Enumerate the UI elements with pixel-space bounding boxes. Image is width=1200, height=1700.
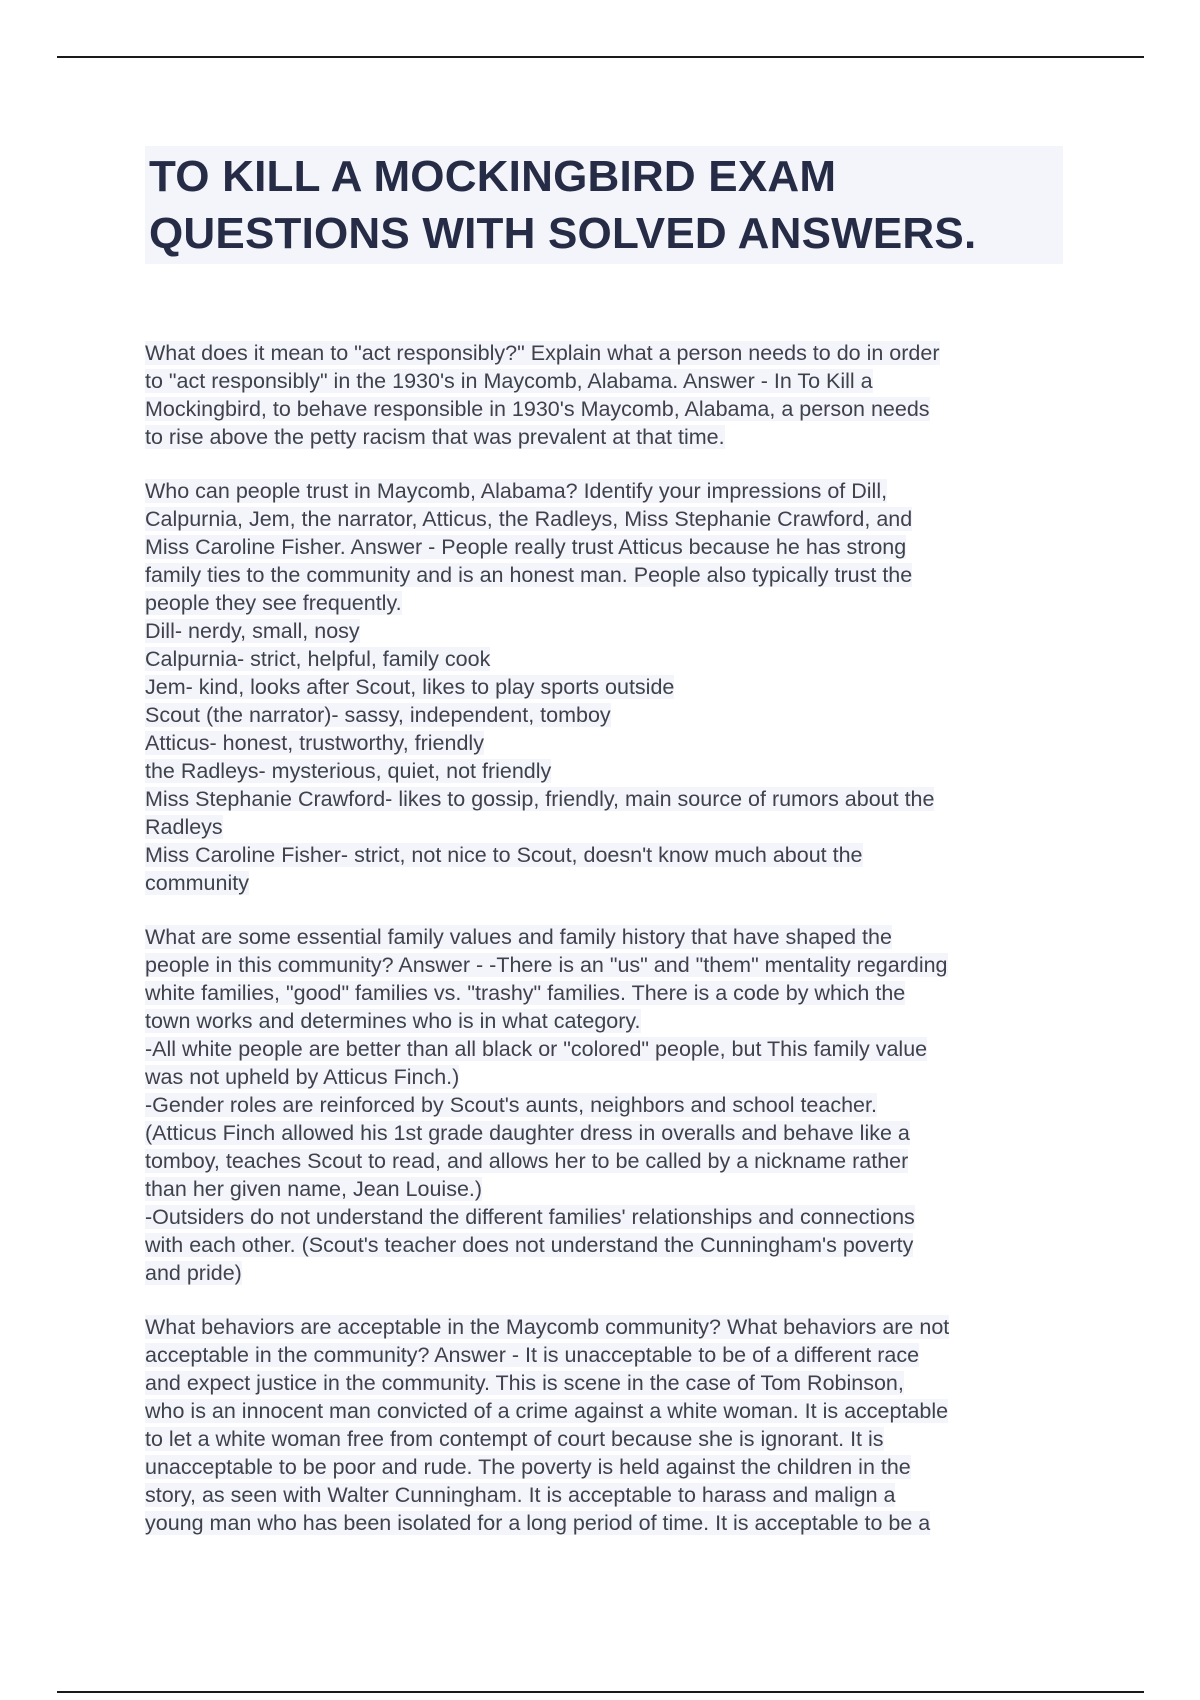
- text-line: [145, 1175, 1065, 1203]
- text-line-content: Atticus- honest, trustworthy, friendly: [145, 731, 484, 755]
- text-line: [145, 1397, 1065, 1425]
- bottom-rule: [57, 1691, 1144, 1693]
- text-line: [145, 979, 1065, 1007]
- text-line-content: Miss Caroline Fisher. Answer - People really trust Atticus because he has strong: [145, 535, 907, 559]
- text-line-content: with each other. (Scout's teacher does not understand the Cunningham's poverty: [145, 1233, 914, 1257]
- title-line: TO KILL A MOCKINGBIRD EXAM: [149, 152, 837, 201]
- text-line-content: What are some essential family values and family history that have shaped the: [145, 925, 892, 949]
- text-line-content: Miss Stephanie Crawford- likes to gossip, friendly, main source of rumors about the: [145, 787, 935, 811]
- text-line-content: to rise above the petty racism that was prevalent at that time.: [145, 425, 725, 449]
- text-line-content: Dill- nerdy, small, nosy: [145, 619, 360, 643]
- document-body: [145, 339, 1065, 1563]
- text-line-content: -Gender roles are reinforced by Scout's aunts, neighbors and school teacher.: [145, 1093, 877, 1117]
- text-line: [145, 561, 1065, 589]
- text-line: [145, 951, 1065, 979]
- text-line-content: and expect justice in the community. This is scene in the case of Tom Robinson,: [145, 1371, 904, 1395]
- text-line: [145, 1313, 1065, 1341]
- text-line: [145, 785, 1065, 813]
- text-line: [145, 1425, 1065, 1453]
- qa-paragraph: [145, 1313, 1065, 1537]
- text-line: [145, 395, 1065, 423]
- text-line-content: -All white people are better than all black or "colored" people, but This family value: [145, 1037, 928, 1061]
- text-line-content: and pride): [145, 1261, 242, 1285]
- text-line: [145, 1063, 1065, 1091]
- text-line-content: Mockingbird, to behave responsible in 1930's Maycomb, Alabama, a person needs: [145, 397, 930, 421]
- text-line-content: community: [145, 871, 249, 895]
- text-line-content: Who can people trust in Maycomb, Alabama? Identify your impressions of Dill,: [145, 479, 888, 503]
- text-line-content: story, as seen with Walter Cunningham. It is acceptable to harass and malign a: [145, 1483, 896, 1507]
- text-line: [145, 701, 1065, 729]
- text-line-content: to let a white woman free from contempt of court because she is ignorant. It is: [145, 1427, 884, 1451]
- text-line-content: than her given name, Jean Louise.): [145, 1177, 483, 1201]
- qa-paragraph: [145, 923, 1065, 1287]
- text-line: [145, 1147, 1065, 1175]
- text-line: [145, 729, 1065, 757]
- text-line: [145, 1091, 1065, 1119]
- text-line-content: who is an innocent man convicted of a crime against a white woman. It is acceptable: [145, 1399, 949, 1423]
- text-line-content: people in this community? Answer - -There is an "us" and "them" mentality regarding: [145, 953, 948, 977]
- text-line-content: white families, "good" families vs. "trashy" families. There is a code by which the: [145, 981, 906, 1005]
- text-line: [145, 1481, 1065, 1509]
- text-line-content: Jem- kind, looks after Scout, likes to play sports outside: [145, 675, 675, 699]
- text-line-content: was not upheld by Atticus Finch.): [145, 1065, 460, 1089]
- qa-paragraph: [145, 477, 1065, 897]
- text-line-content: town works and determines who is in what category.: [145, 1009, 641, 1033]
- text-line: [145, 1341, 1065, 1369]
- text-line-content: (Atticus Finch allowed his 1st grade daughter dress in overalls and behave like a: [145, 1121, 910, 1145]
- top-rule: [57, 56, 1144, 58]
- text-line: [145, 1369, 1065, 1397]
- text-line-content: unacceptable to be poor and rude. The poverty is held against the children in the: [145, 1455, 911, 1479]
- text-line-content: Radleys: [145, 815, 223, 839]
- text-line: [145, 1119, 1065, 1147]
- text-line-content: acceptable in the community? Answer - It is unacceptable to be of a different race: [145, 1343, 920, 1367]
- text-line: [145, 923, 1065, 951]
- text-line-content: Calpurnia- strict, helpful, family cook: [145, 647, 491, 671]
- text-line: [145, 673, 1065, 701]
- text-line: [145, 1259, 1065, 1287]
- text-line-content: Miss Caroline Fisher- strict, not nice to Scout, doesn't know much about the: [145, 843, 863, 867]
- text-line: [145, 589, 1065, 617]
- text-line: [145, 841, 1065, 869]
- text-line-content: Scout (the narrator)- sassy, independent, tomboy: [145, 703, 611, 727]
- text-line: [145, 477, 1065, 505]
- text-line: [145, 869, 1065, 897]
- text-line: [145, 339, 1065, 367]
- document-title: [145, 146, 1063, 264]
- text-line: [145, 1509, 1065, 1537]
- title-line: QUESTIONS WITH SOLVED ANSWERS.: [149, 209, 977, 258]
- qa-paragraph: [145, 339, 1065, 451]
- text-line: [145, 1203, 1065, 1231]
- text-line-content: family ties to the community and is an honest man. People also typically trust the: [145, 563, 913, 587]
- text-line-content: What behaviors are acceptable in the Maycomb community? What behaviors are not: [145, 1315, 950, 1339]
- text-line: [145, 1453, 1065, 1481]
- text-line: [145, 1007, 1065, 1035]
- text-line-content: Calpurnia, Jem, the narrator, Atticus, the Radleys, Miss Stephanie Crawford, and: [145, 507, 913, 531]
- text-line: [145, 533, 1065, 561]
- text-line: [145, 617, 1065, 645]
- text-line-content: to "act responsibly" in the 1930's in Maycomb, Alabama. Answer - In To Kill a: [145, 369, 873, 393]
- text-line: [145, 757, 1065, 785]
- text-line: [145, 645, 1065, 673]
- text-line-content: the Radleys- mysterious, quiet, not friendly: [145, 759, 552, 783]
- text-line: [145, 423, 1065, 451]
- text-line-content: -Outsiders do not understand the different families' relationships and connections: [145, 1205, 915, 1229]
- text-line: [145, 813, 1065, 841]
- text-line: [145, 1035, 1065, 1063]
- text-line-content: people they see frequently.: [145, 591, 402, 615]
- text-line-content: What does it mean to "act responsibly?" Explain what a person needs to do in order: [145, 341, 940, 365]
- text-line-content: young man who has been isolated for a long period of time. It is acceptable to be a: [145, 1511, 931, 1535]
- text-line: [145, 1231, 1065, 1259]
- text-line-content: tomboy, teaches Scout to read, and allows her to be called by a nickname rather: [145, 1149, 909, 1173]
- text-line: [145, 505, 1065, 533]
- text-line: [145, 367, 1065, 395]
